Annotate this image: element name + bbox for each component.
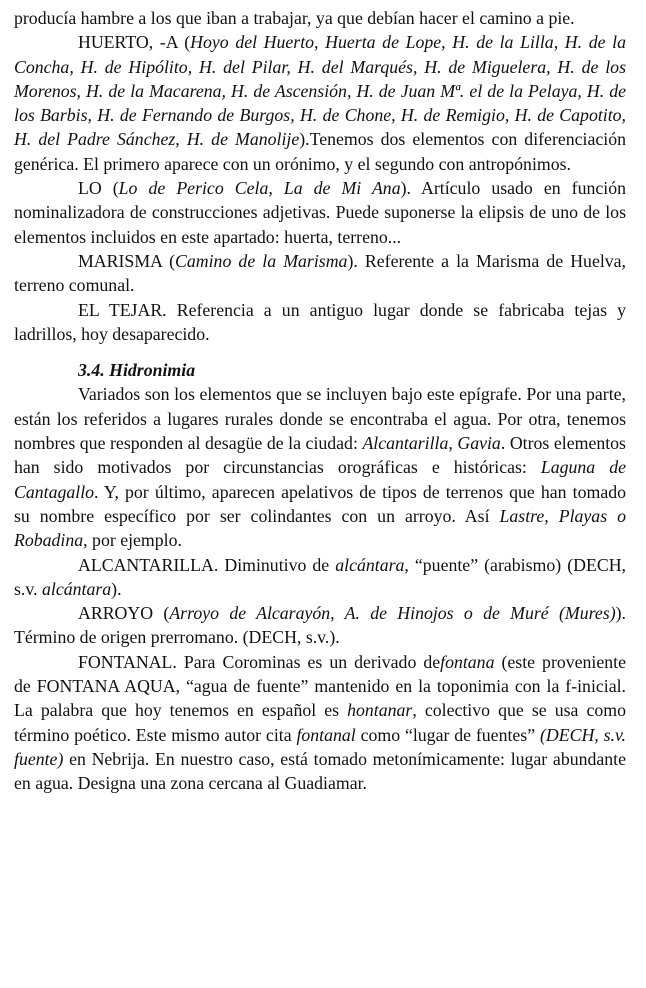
paragraph-text: ALCANTARILLA. Diminutivo de	[78, 554, 336, 575]
paragraph-text: ). Artículo usado en función nominalizadora de construcciones adjetivas. Puede suponerse la elipsis de uno de los elementos incluidos en este apartado: huerta, terreno...	[14, 178, 626, 247]
paragraph-text: , colectivo que se usa como término poético. Este mismo autor cita	[14, 700, 626, 745]
paragraph-text: LO (	[78, 178, 119, 199]
paragraph-text: ).	[111, 578, 122, 599]
paragraph-text: , por ejemplo.	[83, 530, 182, 551]
paragraph-text: en Nebrija. En nuestro caso, está tomado metonímicamente: lugar abundante en agua. Designa una zona cercana al Guadiamar.	[14, 748, 626, 794]
paragraph-text: HUERTO, -A (	[78, 32, 191, 53]
paragraph-text: ). Referente a la Marisma de Huelva, terreno comunal.	[14, 250, 626, 296]
toponym-list: Arroyo de Alcarayón, A. de Hinojos o de Muré (Mures)	[169, 603, 616, 624]
toponym-list: Camino de la Marisma	[175, 250, 348, 271]
paragraph-tejar	[14, 298, 626, 347]
paragraph-huerto	[14, 30, 626, 176]
toponym-list: Lastre, Playas o Robadina	[14, 505, 626, 551]
paragraph-text: . Otros elementos han sido motivados por circunstancias orográficas e históricas:	[14, 433, 626, 478]
paragraph-text: Variados son los elementos que se incluyen bajo este epígrafe. Por una parte, están los referidos a lugares rurales donde se encontraba el agua. Por otra, tenemos nombres que responden al desagüe de la ciudad:	[14, 384, 626, 454]
italic-term: alcántara	[335, 554, 405, 575]
paragraph-text: EL TEJAR. Referencia a un antiguo lugar donde se fabricaba tejas y ladrillos, hoy desaparecido.	[14, 299, 626, 344]
paragraph-text: (este proveniente de FONTANA AQUA, “agua de fuente” mantenido en la toponimia con la f-inicial. La palabra que hoy tenemos en español es	[14, 651, 626, 721]
paragraph-alcantarilla	[14, 553, 626, 602]
paragraph-text: , “puente” (arabismo) (DECH, s.v.	[14, 554, 626, 599]
paragraph-text: MARISMA (	[78, 250, 176, 271]
paragraph-text: . Y, por último, aparecen apelativos de tipos de terrenos que han tomado su nombre específico por ser colindantes con un arroyo. Así	[14, 481, 626, 526]
toponym-list: Alcantarilla, Gavia	[362, 433, 501, 454]
paragraph-text: producía hambre a los que iban a trabajar, ya que debían hacer el camino a pie.	[14, 8, 575, 28]
paragraph-marisma	[14, 249, 626, 298]
paragraph-lo	[14, 176, 626, 249]
italic-term: alcántara	[42, 578, 112, 599]
paragraph-text: ARROYO (	[78, 603, 170, 624]
paragraph-hidronimia-intro	[14, 382, 626, 552]
paragraph-fontanal	[14, 650, 626, 796]
paragraph-text: FONTANAL. Para Corominas es un derivado de	[78, 651, 441, 672]
italic-term: fontanal	[296, 724, 356, 745]
toponym-list: Laguna de Cantagallo	[14, 457, 626, 502]
paragraph-text: ).Tenemos dos elementos con diferenciación genérica. El primero aparece con un orónimo, y el segundo con antropónimos.	[14, 129, 626, 174]
paragraph-continuation	[14, 6, 626, 30]
toponym-list: Lo de Perico Cela, La de Mi Ana	[118, 178, 401, 199]
paragraph-arroyo	[14, 601, 626, 650]
toponym-list: Hoyo del Huerto, Huerta de Lope, H. de la Lilla, H. de la Concha, H. de Hipólito, H. del Pilar, H. del Marqués, H. de Miguelera, H. de los Morenos, H. de la Macarena, H. de Ascensión, H. de Juan Mª. el de la Pelaya, H. de los Barbis, H. de Fernando de Burgos, H. de Chone, H. de Remigio, H. de Capotito, H. del Padre Sánchez, H. de Manolije	[14, 32, 626, 150]
italic-term: fontana	[440, 651, 495, 672]
italic-term: hontanar	[347, 700, 413, 721]
citation: (DECH, s.v. fuente)	[14, 724, 626, 769]
section-heading: 3.4. Hidronimia	[78, 360, 196, 381]
paragraph-text: como “lugar de fuentes”	[355, 724, 540, 745]
paragraph-text: ). Término de origen prerromano. (DECH, s.v.).	[14, 603, 626, 648]
